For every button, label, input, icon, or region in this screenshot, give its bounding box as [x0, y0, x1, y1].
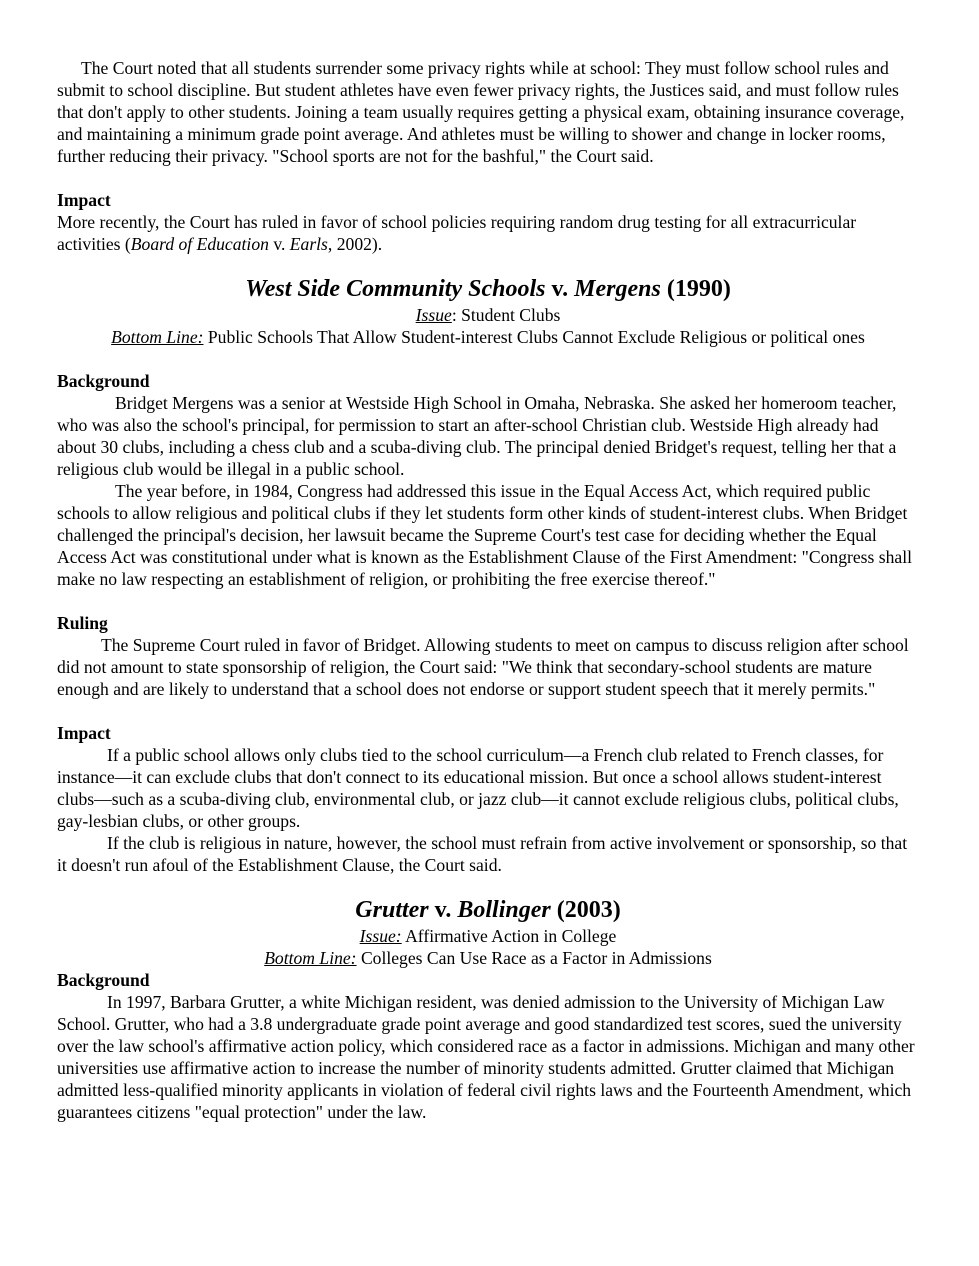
document-page: [57, 57, 919, 1123]
mergens-impact-heading: Impact: [57, 723, 111, 743]
mergens-background-paragraph-1: Bridget Mergens was a senior at Westside High School in Omaha, Nebraska. She asked her homeroom teacher, who was also the school's principal, for permission to start an after-school Christian club. Westside High already had about 30 clubs, including a chess club and a scuba-diving club. The principal denied Bridget's request, telling her that a religious club would be illegal in a public school.: [57, 393, 897, 479]
case-bottom-line-mergens: Bottom Line: Public Schools That Allow Student-interest Clubs Cannot Exclude Religious or political ones: [111, 327, 865, 347]
case-issue-grutter: Issue: Affirmative Action in College: [359, 926, 617, 946]
intro-paragraph: The Court noted that all students surrender some privacy rights while at school: They must follow school rules and submit to school discipline. But student athletes have even fewer privacy rights, the Justices said, and must follow rules that don't apply to other students. Joining a team usually requires getting a physical exam, obtaining insurance coverage, and maintaining a minimum grade point average. And athletes must be willing to shower and change in locker rooms, further reducing their privacy. "School sports are not for the bashful," the Court said.: [57, 58, 905, 166]
mergens-ruling-paragraph: The Supreme Court ruled in favor of Bridget. Allowing students to meet on campus to discuss religion after school did not amount to state sponsorship of religion, the Court said: "We think that secondary-school students are mature enough and are likely to understand that a school does not endorse or support student speech that it merely permits.": [57, 635, 909, 699]
case-name-earls: Earls: [289, 234, 328, 254]
grutter-background-heading: Background: [57, 970, 150, 990]
case-name-board-of-education: Board of Education: [130, 234, 269, 254]
mergens-impact-paragraph-2: If the club is religious in nature, however, the school must refrain from active involvement or sponsorship, so that it doesn't run afoul of the Establishment Clause, the Court said.: [57, 833, 908, 875]
grutter-background-paragraph: In 1997, Barbara Grutter, a white Michigan resident, was denied admission to the University of Michigan Law School. Grutter, who had a 3.8 undergraduate grade point average and good standardized test scores, sued the university over the law school's affirmative action policy, which considered race as a factor in admissions. Michigan and many other universities use affirmative action to increase the number of minority students admitted. Grutter claimed that Michigan admitted less-qualified minority applicants in violation of federal civil rights laws and the Fourteenth Amendment, which guarantees citizens "equal protection" under the law.: [57, 992, 915, 1122]
case-bottom-line-grutter: Bottom Line: Colleges Can Use Race as a Factor in Admissions: [264, 948, 712, 968]
intro-impact-heading: Impact: [57, 190, 111, 210]
mergens-background-paragraph-2: The year before, in 1984, Congress had addressed this issue in the Equal Access Act, which required public schools to allow religious and political clubs if they let students form other kinds of student-interest clubs. When Bridget challenged the principal's decision, her lawsuit became the Supreme Court's test case for deciding whether the Equal Access Act was constitutional under what is known as the Establishment Clause of the First Amendment: "Congress shall make no law respecting an establishment of religion, or prohibiting the free exercise thereof.": [57, 481, 912, 589]
case-title-grutter: Grutter v. Bollinger (2003): [355, 897, 621, 923]
mergens-impact-paragraph-1: If a public school allows only clubs tied to the school curriculum—a French club related to French classes, for instance—it can exclude clubs that don't connect to its educational mission. But once a school allows student-interest clubs—such as a scuba-diving club, environmental club, or jazz club—it cannot exclude religious clubs, political clubs, gay-lesbian clubs, or other groups.: [57, 745, 899, 831]
intro-impact-paragraph: More recently, the Court has ruled in favor of school policies requiring random drug testing for all extracurricular activities (Board of Education v. Earls, 2002).: [57, 212, 857, 254]
case-issue-mergens: Issue: Student Clubs: [415, 305, 561, 325]
case-title-mergens: West Side Community Schools v. Mergens (1990): [245, 276, 731, 302]
mergens-ruling-heading: Ruling: [57, 613, 108, 633]
mergens-background-heading: Background: [57, 371, 150, 391]
